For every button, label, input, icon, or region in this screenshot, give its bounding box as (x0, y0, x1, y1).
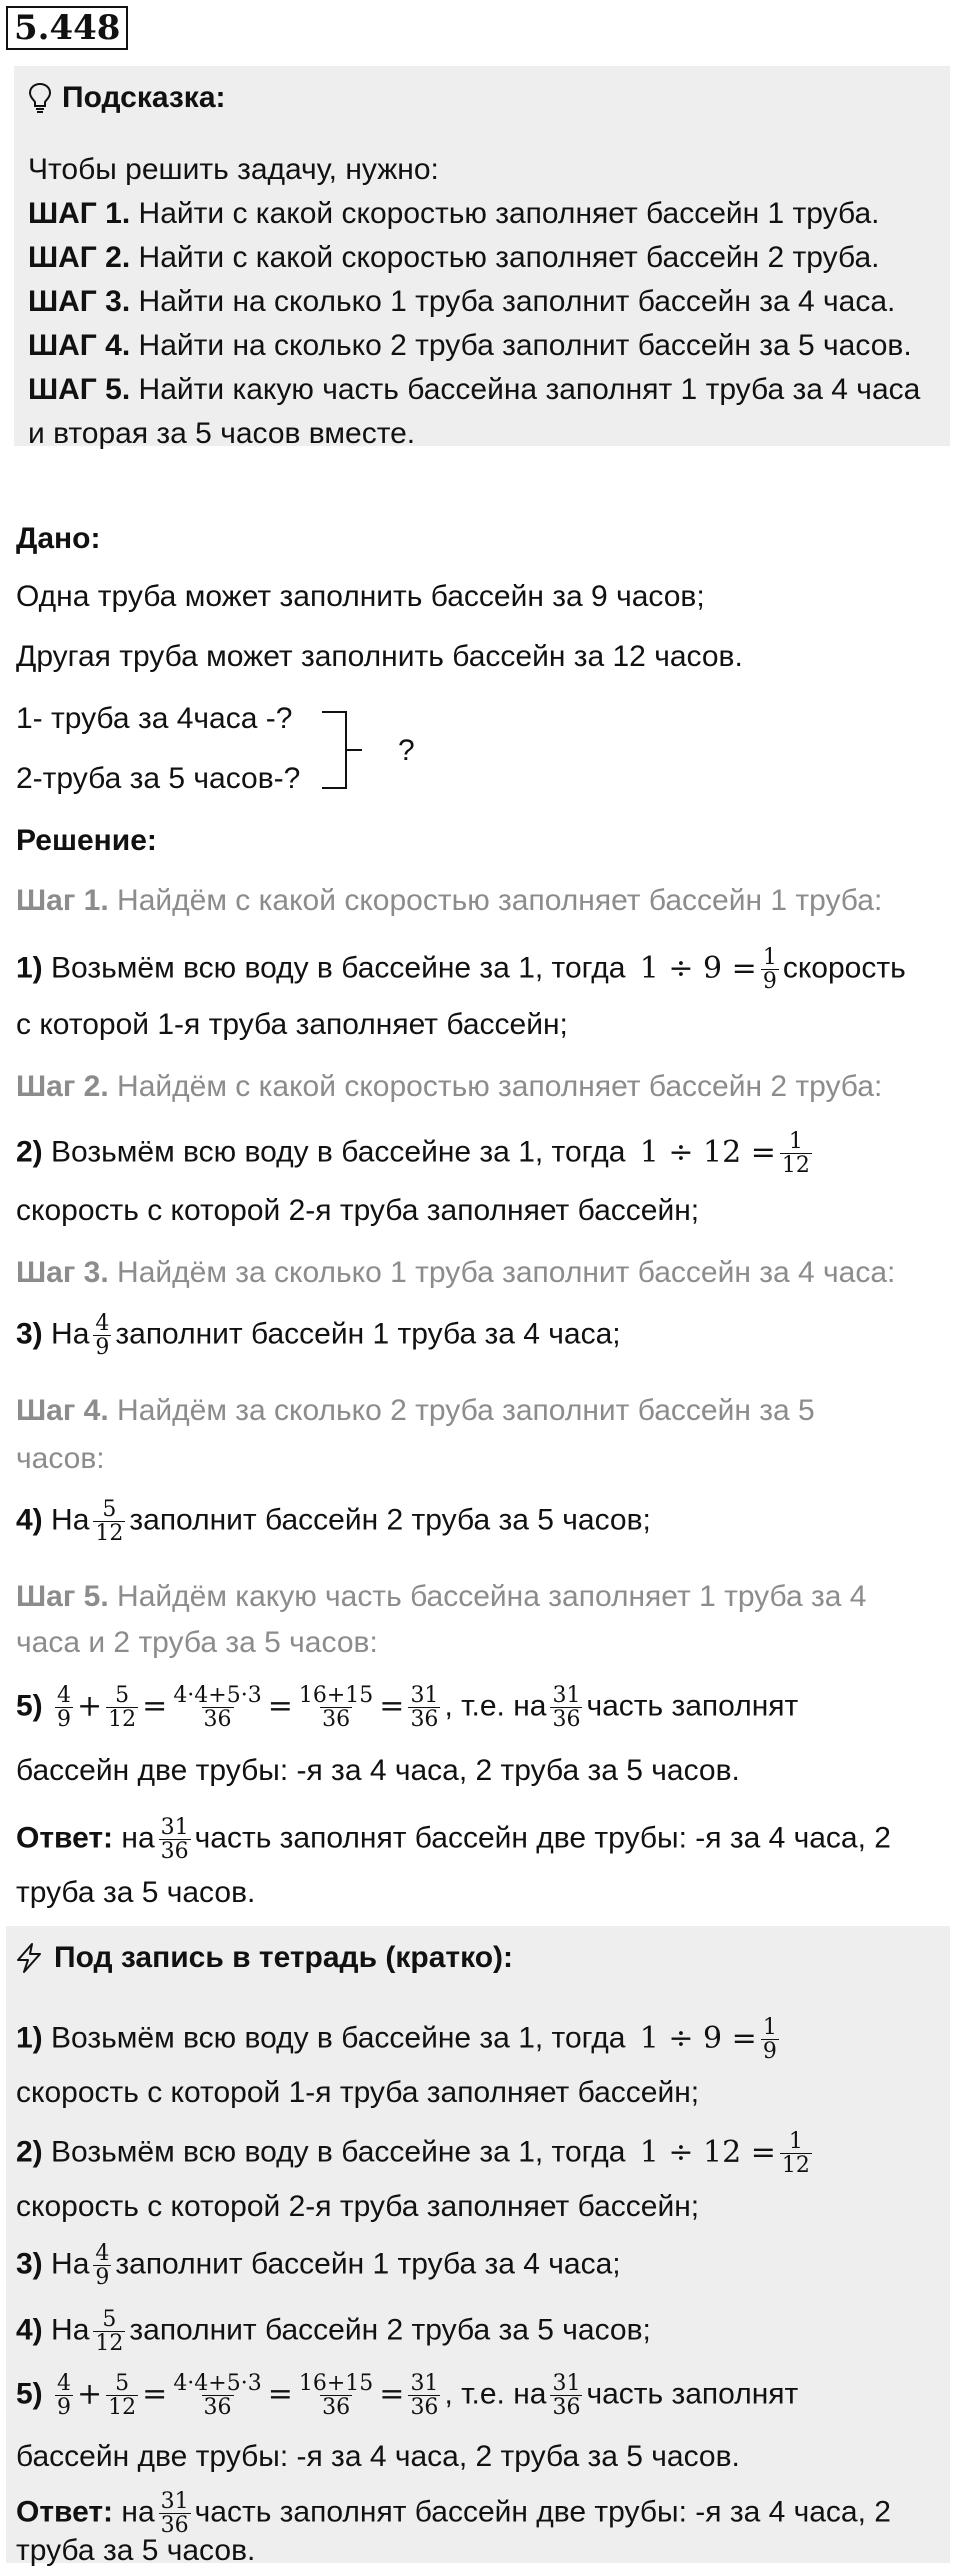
notebook-p1: 1) Возьмём всю воду в бассейне за 1, тогда 1 ÷ 9 = $\frac{1}{9}$ (16, 2015, 777, 2065)
given-title: Дано: (16, 522, 101, 555)
solution-title: Решение: (16, 824, 157, 857)
notebook-answer-cont: труба за 5 часов. (16, 2534, 256, 2567)
hint-box (14, 66, 950, 450)
solution-step-5: Шаг 5. Найдём какую часть бассейна заполняет 1 труба за 4 (16, 1580, 867, 1613)
given-line-2: Другая труба может заполнить бассейн за 12 часов. (16, 640, 743, 673)
hint-step-3: ШАГ 3. Найти на сколько 1 труба заполнит бассейн за 4 часа. (28, 285, 896, 318)
given-question-2: 2-труба за 5 часов-? (16, 762, 301, 795)
solution-step-4: Шаг 4. Найдём за сколько 2 труба заполнит бассейн за 5 (16, 1394, 815, 1427)
notebook-p1-cont: скорость с которой 1-я труба заполняет бассейн; (16, 2076, 700, 2109)
hint-step-1: ШАГ 1. Найти с какой скоростью заполняет бассейн 1 труба. (28, 197, 880, 230)
hint-step-5-cont: и вторая за 5 часов вместе. (28, 417, 416, 450)
solution-p4: 4) На $\frac{5}{12}$ заполнит бассейн 2 труба за 5 часов; (16, 1497, 651, 1547)
solution-step-3: Шаг 3. Найдём за сколько 1 труба заполнит бассейн за 4 часа: (16, 1256, 896, 1289)
hint-step-2: ШАГ 2. Найти с какой скоростью заполняет бассейн 2 труба. (28, 241, 880, 274)
notebook-p5-cont: бассейн две трубы: -я за 4 часа, 2 труба за 5 часов. (16, 2440, 740, 2473)
hint-title: Подсказка: (62, 81, 226, 115)
solution-p2: 2) Возьмём всю воду в бассейне за 1, тогда 1 ÷ 12 = $\frac{1}{12}$ (16, 1129, 810, 1179)
solution-p3: 3) На $\frac{4}{9}$ заполнит бассейн 1 труба за 4 часа; (16, 1311, 621, 1361)
given-question-1: 1- труба за 4часа -? (16, 702, 293, 735)
notebook-p2-cont: скорость с которой 2-я труба заполняет бассейн; (16, 2190, 700, 2223)
solution-answer: Ответ: на $\frac{31}{36}$ часть заполнят бассейн две трубы: -я за 4 часа, 2 (16, 1815, 891, 1865)
lightbulb-icon (28, 82, 52, 114)
notebook-title: Под запись в тетрадь (кратко): (54, 1941, 514, 1975)
solution-p2-cont: скорость с которой 2-я труба заполняет бассейн; (16, 1194, 700, 1227)
notebook-box (6, 1926, 950, 2567)
hint-step-5: ШАГ 5. Найти какую часть бассейна заполнят 1 труба за 4 часа (28, 373, 921, 406)
notebook-header (14, 1936, 942, 1980)
notebook-p3: 3) На $\frac{4}{9}$ заполнит бассейн 1 труба за 4 часа; (16, 2241, 621, 2291)
notebook-p5: 5) $\frac{4}{9}$ + $\frac{5}{12}$ = $\frac{4\cdot 4+5\cdot 3}{36}$ = $\frac{16+15}{36}$ = $\frac{31}{36}$ , т.е. на $\frac{31}{36}$ часть заполнят (16, 2371, 799, 2421)
hint-header (28, 76, 936, 120)
solution-p5-cont: бассейн две трубы: -я за 4 часа, 2 труба за 5 часов. (16, 1754, 740, 1787)
solution-p5: 5) $\frac{4}{9}$ + $\frac{5}{12}$ = $\frac{4\cdot 4+5\cdot 3}{36}$ = $\frac{16+15}{36}$ = $\frac{31}{36}$ , т.е. на $\frac{31}{36}$ часть заполнят (16, 1683, 799, 1733)
given-question-mark: ? (398, 734, 415, 767)
solution-answer-cont: труба за 5 часов. (16, 1876, 256, 1909)
hint-step-4: ШАГ 4. Найти на сколько 2 труба заполнит бассейн за 5 часов. (28, 329, 912, 362)
given-line-1: Одна труба может заполнить бассейн за 9 часов; (16, 580, 705, 613)
solution-p1-cont: с которой 1-я труба заполняет бассейн; (16, 1008, 568, 1041)
solution-step-2: Шаг 2. Найдём с какой скоростью заполняет бассейн 2 труба: (16, 1070, 883, 1103)
brace-icon (318, 710, 364, 790)
lightning-icon (14, 1942, 44, 1974)
solution-step-1: Шаг 1. Найдём с какой скоростью заполняет бассейн 1 труба: (16, 884, 883, 917)
notebook-answer: Ответ: на $\frac{31}{36}$ часть заполнят бассейн две трубы: -я за 4 часа, 2 (16, 2489, 891, 2539)
hint-intro: Чтобы решить задачу, нужно: (28, 153, 439, 186)
solution-p1: 1) Возьмём всю воду в бассейне за 1, тогда 1 ÷ 9 = $\frac{1}{9}$ скорость (16, 945, 906, 995)
solution-step-4-cont: часов: (16, 1442, 105, 1475)
task-number: 5.448 (6, 6, 128, 50)
notebook-p4: 4) На $\frac{5}{12}$ заполнит бассейн 2 труба за 5 часов; (16, 2307, 651, 2357)
solution-step-5-cont: часа и 2 труба за 5 часов: (16, 1626, 378, 1659)
notebook-p2: 2) Возьмём всю воду в бассейне за 1, тогда 1 ÷ 12 = $\frac{1}{12}$ (16, 2129, 810, 2179)
